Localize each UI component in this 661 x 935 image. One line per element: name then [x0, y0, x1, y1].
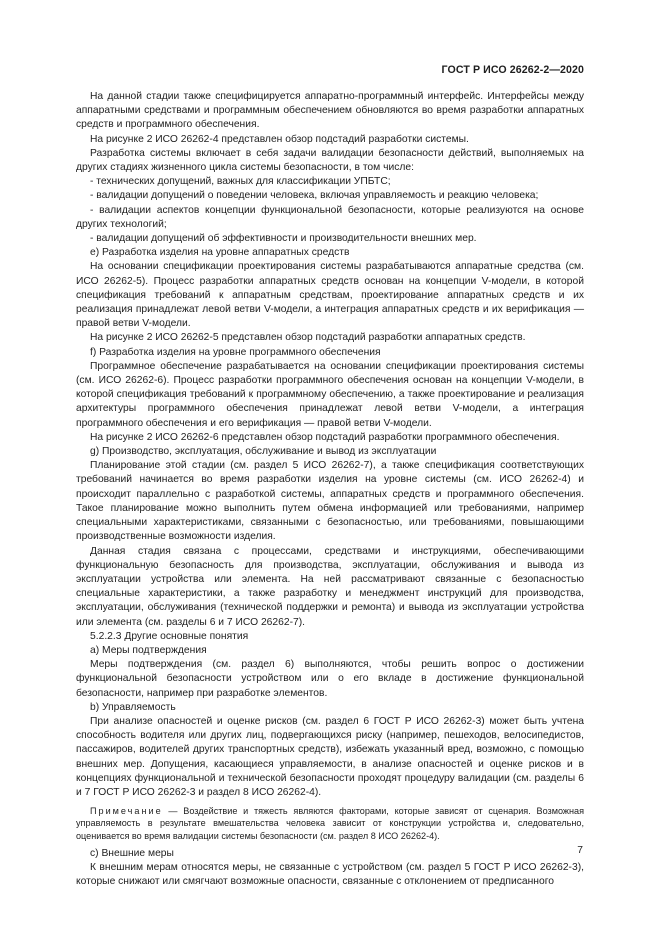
page-number: 7: [577, 845, 583, 856]
note-text: — Воздействие и тяжесть являются факторами, которые зависят от сценария. Возможная управляемость в результате вмешательства человека зависит от конструкции устройства и, следовательно, оценивается во время валидации системы безопасности (см. раздел 8 ИСО 26262-4).: [76, 806, 584, 841]
list-item: - валидации допущений о поведении человека, включая управляемость и реакцию человека;: [90, 190, 539, 202]
paragraph: На рисунке 2 ИСО 26262-5 представлен обзор подстадий разработки аппаратных средств.: [90, 332, 526, 344]
paragraph: Программное обеспечение разрабатывается на основании спецификации проектирования системы (см. ИСО 26262-6). Процесс разработки программного обеспечения основан на концепции V-модели, в которой спецификация требований к программному обеспечению, а также проектирование и реализация архитектуры программного обеспечения принадлежат левой ветви V-модели, а интеграция программного обеспечения и его верификация — правой ветви V-модели.: [76, 360, 584, 429]
paragraph: На данной стадии также специфицируется аппаратно-программный интерфейс. Интерфейсы между аппаратными средствами и программным обеспечением обновляются во время разработки аппаратных средств и программного обеспечения.: [76, 91, 584, 131]
document-body: [76, 90, 584, 889]
paragraph: Меры подтверждения (см. раздел 6) выполняются, чтобы решить вопрос о достижении функциональной безопасности устройством или о его вкладе в достижение функциональной безопасности, например при разработке элементов.: [76, 659, 584, 699]
paragraph: Данная стадия связана с процессами, средствами и инструкциями, обеспечивающими функциональную безопасность для производства, эксплуатации, обслуживания и вывода из эксплуатации устройства или элемента. На ней рассматривают связанные с безопасностью специальные характеристики, а также разработку и менеджмент инструкций для производства, эксплуатации, обслуживания (технической поддержки и ремонта) и вывода из эксплуатации устройства или элемента (см. разделы 6 и 7 ИСО 26262-7).: [76, 545, 584, 628]
section-heading: b) Управляемость: [90, 701, 176, 713]
list-item: - валидации аспектов концепции функциональной безопасности, которые реализуются на основе других технологий;: [76, 204, 584, 230]
note: [76, 805, 584, 842]
document-header: ГОСТ Р ИСО 26262-2—2020: [441, 64, 584, 76]
paragraph: При анализе опасностей и оценке рисков (см. раздел 6 ГОСТ Р ИСО 26262-3) может быть учтена способность водителя или других лиц, подвергающихся риску (например, пешеходов, велосипедистов, пассажиров, водителей других транспортных средств), избежать указанный вред, возможно, с помощью внешних мер. Допущения, касающиеся управляемости, в анализе опасностей и оценке рисков и в концепциях функциональной и технической безопасности проходят процедуру валидации (см. разделы 6 и 7 ГОСТ Р ИСО 26262-3 и раздел 8 ИСО 26262-4).: [76, 715, 584, 798]
section-heading: 5.2.2.3 Другие основные понятия: [90, 630, 249, 642]
list-item: - технических допущений, важных для классификации УПБТС;: [90, 176, 391, 188]
paragraph: На рисунке 2 ИСО 26262-6 представлен обзор подстадий разработки программного обеспечения.: [90, 431, 560, 443]
section-heading: e) Разработка изделия на уровне аппаратных средств: [90, 247, 350, 259]
paragraph: На рисунке 2 ИСО 26262-4 представлен обзор подстадий разработки системы.: [90, 133, 469, 145]
section-heading: c) Внешние меры: [90, 847, 174, 859]
paragraph: Планирование этой стадии (см. раздел 5 ИСО 26262-7), а также спецификация соответствующих требований начинается во время разработки изделия на уровне системы (см. ИСО 26262-4) и происходит параллельно с разработкой системы, аппаратных средств и программного обеспечения. Такое планирование можно выполнить путем обмена информацией или требованиями, например специальными характеристиками, связанными с безопасностью, или требованиями, повышающими производственные возможности изделия.: [76, 460, 584, 543]
list-item: - валидации допущений об эффективности и производительности внешних мер.: [90, 233, 477, 245]
note-label: Примечание: [90, 806, 163, 817]
section-heading: a) Меры подтверждения: [90, 644, 207, 656]
section-heading: g) Производство, эксплуатация, обслуживание и вывод из эксплуатации: [90, 446, 437, 458]
paragraph: К внешним мерам относятся меры, не связанные с устройством (см. раздел 5 ГОСТ Р ИСО 26262-3), которые снижают или смягчают возможные опасности, связанные с отклонением от предписанного: [76, 861, 584, 888]
paragraph: Разработка системы включает в себя задачи валидации безопасности действий, выполняемых на других стадиях жизненного цикла системы безопасности, в том числе:: [76, 147, 584, 174]
paragraph: На основании спецификации проектирования системы разрабатываются аппаратные средства (см. ИСО 26262-5). Процесс разработки аппаратных средств основан на концепции V-модели, в которой спецификация требований к аппаратным средствам, проектирование аппаратных средств и их реализация принадлежат левой ветви V-модели, а интеграция аппаратных средств и их верификация — правой ветви V-модели.: [76, 261, 584, 330]
section-heading: f) Разработка изделия на уровне программного обеспечения: [90, 346, 381, 358]
